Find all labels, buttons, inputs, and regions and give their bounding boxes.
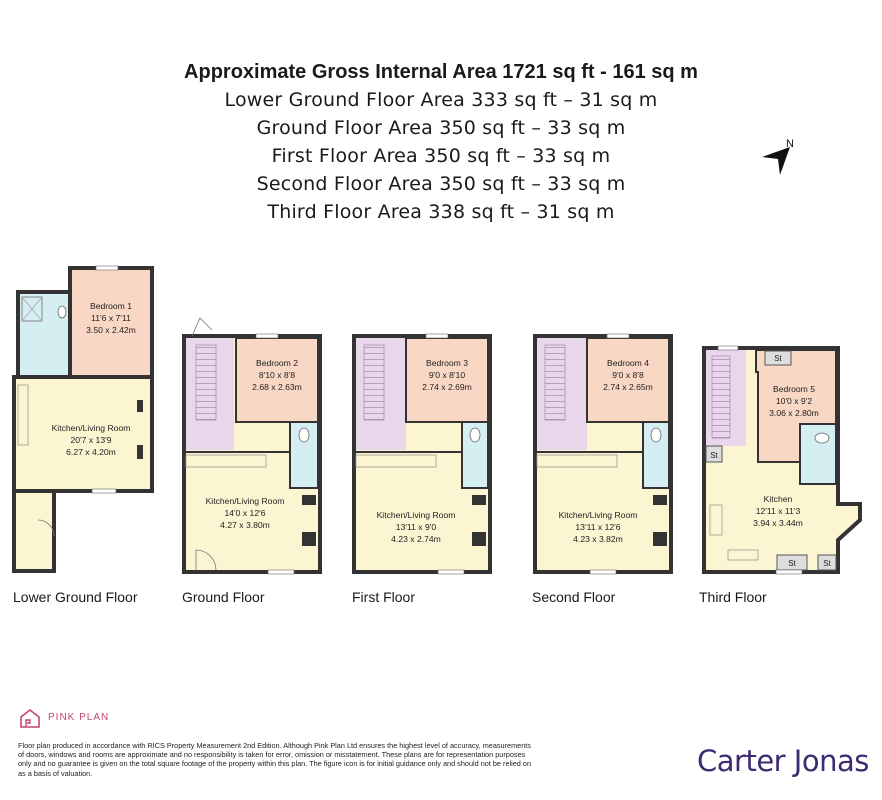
toilet-second [651, 428, 661, 442]
chimney-lg-2 [137, 445, 143, 459]
bedroom-5-imperial: 10'0 x 9'2 [775, 396, 813, 406]
second-floor-plan [535, 334, 671, 574]
bedroom-3 [406, 338, 488, 422]
kitchen-third-name: Kitchen [763, 494, 793, 504]
chimney-first-1 [472, 495, 486, 505]
kitchen-lg-metric: 6.27 x 4.20m [66, 447, 116, 457]
area-line-first: First Floor Area 350 sq ft – 33 sq m [271, 145, 611, 167]
area-line-second: Second Floor Area 350 sq ft – 33 sq m [256, 173, 626, 195]
bedroom-2-imperial: 8'10 x 8'8 [258, 370, 296, 380]
ground-floor-plan [184, 318, 320, 574]
bedroom-3-name: Bedroom 3 [425, 358, 469, 368]
window-lg-2 [92, 489, 116, 493]
staircase-third [712, 356, 730, 438]
window-third-1 [718, 346, 738, 350]
floor-plans [0, 255, 882, 585]
bedroom-2-metric: 2.68 x 2.63m [252, 382, 302, 392]
area-line-lower-ground: Lower Ground Floor Area 333 sq ft – 31 sq m [224, 89, 658, 111]
storage-label-4: St [823, 559, 831, 568]
kitchen-ground-imperial: 14'0 x 12'6 [224, 508, 266, 518]
floor-label-third: Third Floor [699, 589, 767, 605]
bedroom-4 [587, 338, 669, 422]
kitchen-ground-name: Kitchen/Living Room [205, 496, 285, 506]
window-lg-1 [96, 266, 118, 270]
toilet-ground [299, 428, 309, 442]
toilet-first [470, 428, 480, 442]
kitchen-first-name: Kitchen/Living Room [376, 510, 456, 520]
bedroom-4-name: Bedroom 4 [606, 358, 650, 368]
window-second-1 [607, 334, 629, 338]
entrance-lg [14, 491, 54, 571]
window-third-2 [776, 570, 802, 574]
bedroom-1-imperial: 11'6 x 7'11 [91, 313, 131, 323]
kitchen-first-metric: 4.23 x 2.74m [391, 534, 441, 544]
staircase-second [545, 345, 565, 420]
floor-label-lower-ground: Lower Ground Floor [13, 589, 138, 605]
area-line-ground: Ground Floor Area 350 sq ft – 33 sq m [256, 117, 626, 139]
bathroom-lg [18, 292, 70, 377]
lower-ground-floor-plan [14, 266, 152, 571]
storage-label-3: St [788, 559, 796, 568]
area-header [0, 58, 882, 226]
chimney-lg-1 [137, 400, 143, 412]
chimney-first-2 [472, 532, 486, 546]
kitchen-first-imperial: 13'11 x 9'0 [395, 522, 437, 532]
kitchen-third-imperial: 12'11 x 11'3 [755, 506, 801, 516]
storage-label-1: St [774, 354, 782, 363]
kitchen-lg-imperial: 20'7 x 13'9 [70, 435, 112, 445]
chimney-ground-1 [302, 495, 316, 505]
bedroom-3-imperial: 9'0 x 8'10 [428, 370, 466, 380]
staircase-ground [196, 345, 216, 420]
pink-plan-label: PINK PLAN [48, 712, 110, 723]
kitchen-ground-metric: 4.27 x 3.80m [220, 520, 270, 530]
chimney-ground-2 [302, 532, 316, 546]
kitchen-lg-name: Kitchen/Living Room [51, 423, 131, 433]
bedroom-2-name: Bedroom 2 [255, 358, 299, 368]
window-ground-2 [268, 570, 294, 574]
chimney-second-1 [653, 495, 667, 505]
entrance-door-ground [192, 318, 212, 336]
kitchen-second-imperial: 13'11 x 12'6 [575, 522, 621, 532]
window-second-2 [590, 570, 616, 574]
carter-jonas-logo: Carter Jonas [697, 744, 869, 778]
bathroom-third [800, 424, 836, 484]
bedroom-4-imperial: 9'0 x 8'8 [612, 370, 644, 380]
kitchen-living-lg [14, 377, 152, 491]
window-first-1 [426, 334, 448, 338]
bedroom-1-metric: 3.50 x 2.42m [86, 325, 136, 335]
floor-label-ground: Ground Floor [182, 589, 265, 605]
bedroom-2 [236, 338, 318, 422]
chimney-second-2 [653, 532, 667, 546]
kitchen-second-metric: 4.23 x 3.82m [573, 534, 623, 544]
toilet-lg [58, 306, 66, 318]
bedroom-4-metric: 2.74 x 2.65m [603, 382, 653, 392]
gross-area-title: Approximate Gross Internal Area 1721 sq ft - 161 sq m [184, 61, 698, 83]
first-floor-plan [354, 334, 490, 574]
house-icon [18, 707, 42, 729]
storage-label-2: St [710, 451, 718, 460]
compass-north-icon [760, 135, 800, 180]
window-ground-1 [256, 334, 278, 338]
bedroom-5-metric: 3.06 x 2.80m [769, 408, 819, 418]
compass-label: N [786, 138, 794, 150]
bedroom-1-name: Bedroom 1 [89, 301, 133, 311]
floor-label-first: First Floor [352, 589, 415, 605]
staircase-first [364, 345, 384, 420]
window-first-2 [438, 570, 464, 574]
bedroom-3-metric: 2.74 x 2.69m [422, 382, 472, 392]
pink-plan-logo [18, 707, 218, 729]
kitchen-second-name: Kitchen/Living Room [558, 510, 638, 520]
kitchen-third-metric: 3.94 x 3.44m [753, 518, 803, 528]
bedroom-5-name: Bedroom 5 [772, 384, 816, 394]
disclaimer-text: Floor plan produced in accordance with RICS Property Measurement 2nd Edition. Although Pink Plan Ltd ensures the highest level of accuracy, measurements of doors, windows and rooms are approximate and no responsibility is taken for error, omission or misstatement. These plans are for representation purposes only and no guarantee is given on the total square footage of the property within this plan. The figure icon is for initial guidance only and should not be relied on as a basis of valuation. [18, 741, 532, 778]
third-floor-plan [704, 346, 860, 574]
floor-label-second: Second Floor [532, 589, 616, 605]
toilet-third [815, 433, 829, 443]
area-line-third: Third Floor Area 338 sq ft – 31 sq m [267, 201, 615, 223]
